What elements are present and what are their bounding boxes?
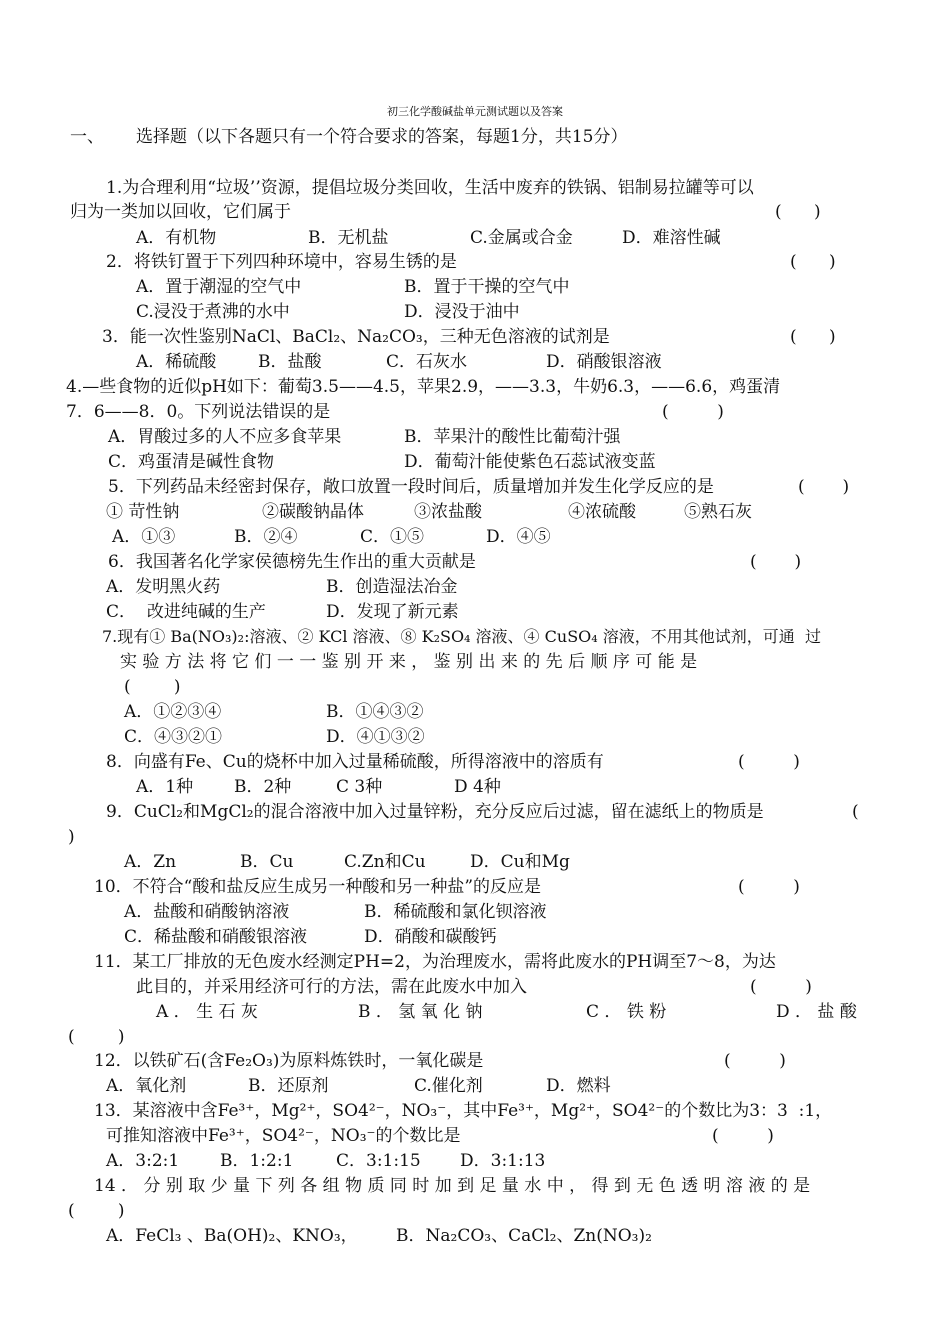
q8-text: 8．向盛有Fe、Cu的烧杯中加入过量稀硫酸，所得溶液中的溶质有 (106, 752, 604, 772)
q13-option-b: B．1:2:1 (220, 1151, 294, 1171)
q7-option-a: A．①②③④ (124, 702, 222, 722)
q1-option-a: A．有机物 (136, 228, 217, 248)
q1-option-b: B．无机盐 (308, 228, 389, 248)
q8-option-b: B．2种 (234, 777, 292, 797)
q5-option-a: A．①③ (112, 527, 176, 547)
q10-answer-bracket: ( ) (738, 877, 800, 897)
q4-option-a: A．胃酸过多的人不应多食苹果 (108, 427, 342, 447)
q11-option-a: A ． 生 石 灰 (156, 1002, 258, 1022)
section-heading: 选择题（以下各题只有一个符合要求的答案，每题1分，共15分） (136, 127, 628, 147)
q1-answer-bracket: ( ) (775, 202, 821, 222)
q11-answer-bracket: ( ) (750, 977, 812, 997)
q10-option-c: C．稀盐酸和硝酸银溶液 (124, 927, 308, 947)
q3-answer-bracket: ( ) (790, 327, 836, 347)
q5-text: 5．下列药品未经密封保存，敞口放置一段时间后，质量增加并发生化学反应的是 (108, 477, 714, 497)
q12-option-c: C.催化剂 (414, 1076, 483, 1096)
q11-option-c: C ． 铁 粉 (586, 1002, 667, 1022)
q12-text: 12．以铁矿石(含Fe₂O₃)为原料炼铁时，一氧化碳是 (94, 1051, 484, 1071)
q10-option-d: D．硝酸和碳酸钙 (364, 927, 497, 947)
q13-option-a: A．3:2:1 (106, 1151, 180, 1171)
q2-option-b: B．置于干操的空气中 (404, 277, 570, 297)
q5-item-4: ④浓硫酸 (568, 502, 636, 522)
q8-answer-bracket: ( ) (738, 752, 800, 772)
q2-answer-bracket: ( ) (790, 252, 836, 272)
q11-option-d: D ． 盐 酸 (776, 1002, 857, 1022)
q9-option-b: B．Cu (240, 852, 294, 872)
q5-item-2: ②碳酸钠晶体 (262, 502, 364, 522)
q2-option-c: C.浸没于煮沸的水中 (136, 302, 290, 322)
q10-option-a: A．盐酸和硝酸钠溶液 (124, 902, 290, 922)
q5-option-b: B．②④ (234, 527, 298, 547)
q5-option-d: D．④⑤ (486, 527, 551, 547)
q3-option-d: D．硝酸银溶液 (546, 352, 662, 372)
page-title: 初三化学酸碱盐单元测试题以及答案 (387, 105, 563, 118)
q7-answer-bracket: ( ) (124, 677, 181, 697)
q7-option-d: D．④①③② (326, 727, 425, 747)
q2-option-a: A．置于潮湿的空气中 (136, 277, 302, 297)
q3-option-c: C．石灰水 (386, 352, 468, 372)
q12-answer-bracket: ( ) (724, 1051, 786, 1071)
q12-option-a: A．氧化剂 (106, 1076, 187, 1096)
q11-option-b: B ． 氢 氧 化 钠 (358, 1002, 483, 1022)
q9-text: 9．CuCl₂和MgCl₂的混合溶液中加入过量锌粉，充分反应后过滤，留在滤纸上的物质是 (106, 802, 764, 822)
q3-option-b: B．盐酸 (258, 352, 322, 372)
q6-text: 6．我国著名化学家侯德榜先生作出的重大贡献是 (108, 552, 476, 572)
q4-answer-bracket: ( ) (662, 402, 724, 422)
q9-answer-bracket-close: ) (68, 827, 75, 847)
q12-option-d: D．燃料 (546, 1076, 611, 1096)
q4-option-d: D．葡萄汁能使紫色石蕊试液变蓝 (404, 452, 656, 472)
q4-option-c: C．鸡蛋清是碱性食物 (108, 452, 275, 472)
q13-option-c: C．3:1:15 (336, 1151, 421, 1171)
q1-option-c: C.金属或合金 (470, 228, 573, 248)
q11-text-line1: 11．某工厂排放的无色废水经测定PH=2，为治理废水，需将此废水的PH调至7～8，为达 (94, 952, 776, 972)
q8-option-d: D 4种 (454, 777, 501, 797)
q5-item-5: ⑤熟石灰 (684, 502, 752, 522)
q8-option-a: A．1种 (136, 777, 194, 797)
q7-option-c: C．④③②① (124, 727, 223, 747)
q9-option-d: D．Cu和Mg (470, 852, 570, 872)
q9-option-a: A．Zn (124, 852, 177, 872)
q11-text-line2: 此目的，并采用经济可行的方法，需在此废水中加入 (136, 977, 527, 997)
q4-text-line1: 4.—些食物的近似pH如下：葡萄3.5——4.5，苹果2.9，——3.3，牛奶6.3，——6.6，鸡蛋清 (66, 377, 781, 397)
q10-text: 10．不符合“酸和盐反应生成另一种酸和另一种盐”的反应是 (94, 877, 542, 897)
q2-text: 2．将铁钉置于下列四种环境中，容易生锈的是 (106, 252, 457, 272)
q1-text-line2: 归为一类加以回收，它们属于 (70, 202, 291, 222)
q13-option-d: D．3:1:13 (460, 1151, 546, 1171)
q3-text: 3．能一次性鉴别NaCl、BaCl₂、Na₂CO₃，三种无色溶液的试剂是 (102, 327, 610, 347)
q14-answer-bracket: ( ) (68, 1201, 125, 1221)
q1-text-line1: 1.为合理利用“垃圾’’资源，提倡垃圾分类回收，生活中废弃的铁锅、铝制易拉罐等可以 (106, 178, 754, 198)
q14-option-a: A．FeCl₃ 、Ba(OH)₂、KNO₃， (106, 1226, 358, 1246)
q6-answer-bracket: ( ) (750, 552, 802, 572)
q6-option-a: A．发明黑火药 (106, 577, 221, 597)
q14-option-b: B．Na₂CO₃、CaCl₂、Zn(NO₃)₂ (396, 1226, 652, 1246)
q13-text-line1: 13．某溶液中含Fe³⁺，Mg²⁺，SO4²⁻，NO₃⁻，其中Fe³⁺，Mg²⁺，SO4²⁻的个数比为3：3 :1， (94, 1101, 833, 1121)
q5-item-3: ③浓盐酸 (414, 502, 482, 522)
q9-option-c: C.Zn和Cu (344, 852, 426, 872)
q7-text-line2: 实 验 方 法 将 它 们 一 一 鉴 别 开 来 ， 鉴 别 出 来 的 先 后 顺 序 可 能 是 (120, 652, 698, 672)
section-number: 一、 (70, 127, 104, 147)
q13-text-line2: 可推知溶液中Fe³⁺，SO4²⁻，NO₃⁻的个数比是 (106, 1126, 461, 1146)
q10-option-b: B．稀硫酸和氯化钡溶液 (364, 902, 547, 922)
q2-option-d: D．浸没于油中 (404, 302, 520, 322)
q8-option-c: C 3种 (336, 777, 383, 797)
q14-text: 14 ． 分 别 取 少 量 下 列 各 组 物 质 同 时 加 到 足 量 水 中 ， 得 到 无 色 透 明 溶 液 的 是 (94, 1176, 811, 1196)
q6-option-c: C． 改进纯碱的生产 (106, 602, 266, 622)
q9-answer-bracket-open: ( (852, 802, 859, 822)
q13-answer-bracket: ( ) (712, 1126, 774, 1146)
q4-text-line2: 7．6——8．0。下列说法错误的是 (66, 402, 331, 422)
q6-option-b: B．创造湿法冶金 (326, 577, 458, 597)
q5-answer-bracket: ( ) (798, 477, 850, 497)
q1-option-d: D．难溶性碱 (622, 228, 721, 248)
q5-option-c: C．①⑤ (360, 527, 425, 547)
q7-text-line1: 7.现有① Ba(NO₃)₂:溶液、② KCl 溶液、⑧ K₂SO₄ 溶液、④ CuSO₄ 溶液，不用其他试剂，可通 过 (102, 627, 821, 646)
q7-option-b: B．①④③② (326, 702, 424, 722)
q5-item-1: ① 苛性钠 (106, 502, 180, 522)
q4-option-b: B．苹果汁的酸性比葡萄汁强 (404, 427, 621, 447)
q6-option-d: D．发现了新元素 (326, 602, 459, 622)
q11-answer-bracket-2: ( ) (68, 1027, 125, 1047)
q12-option-b: B．还原剂 (248, 1076, 329, 1096)
q3-option-a: A．稀硫酸 (136, 352, 217, 372)
